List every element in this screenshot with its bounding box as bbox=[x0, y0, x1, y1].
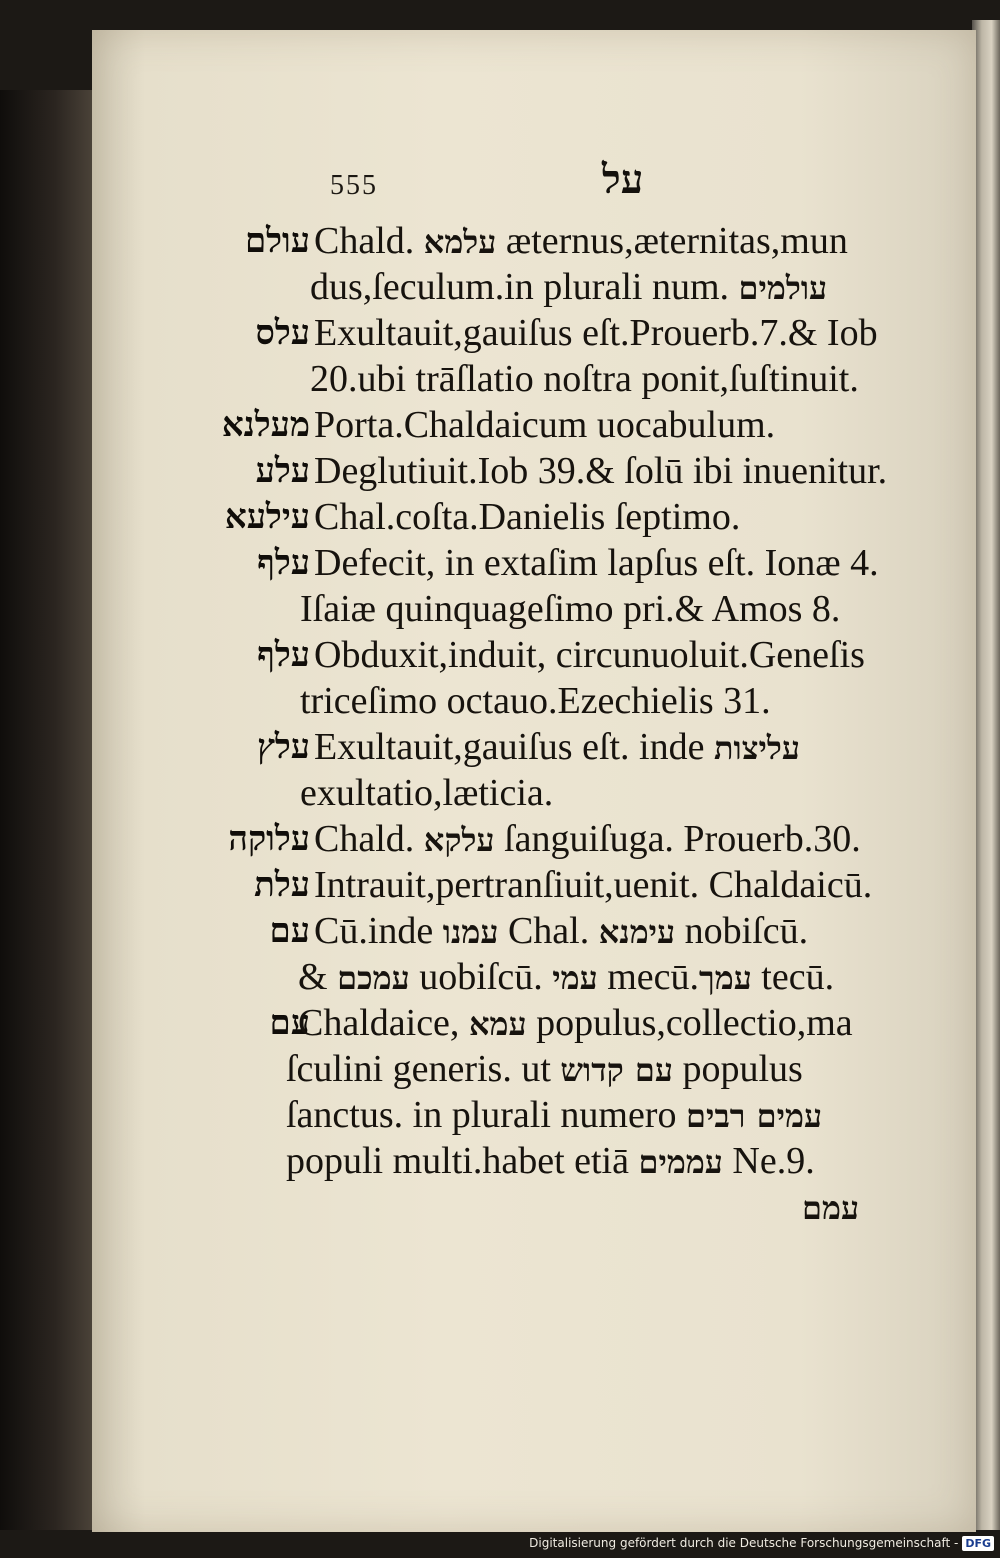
entry-line bbox=[92, 494, 976, 540]
entry-text: & bbox=[298, 956, 338, 998]
entry-line bbox=[92, 586, 976, 632]
headword: עלף bbox=[257, 543, 310, 583]
hebrew-term: עמם bbox=[802, 1189, 860, 1227]
headword: עלע bbox=[255, 451, 310, 491]
hebrew-term: עמי bbox=[552, 959, 598, 997]
entry-line bbox=[92, 862, 976, 908]
hebrew-term: עמא bbox=[468, 1005, 527, 1043]
headword: עם bbox=[269, 1003, 310, 1043]
hebrew-term: עם קדוש bbox=[560, 1051, 673, 1089]
entry-text: Chal. bbox=[498, 910, 599, 952]
entry-text: ſanctus. in plurali numero bbox=[286, 1094, 686, 1136]
entry-text: Chal.coſta.Danielis ſeptimo. bbox=[314, 496, 741, 538]
digitization-credit bbox=[529, 1532, 994, 1554]
headword: עלץ bbox=[257, 727, 310, 767]
book-page bbox=[92, 30, 976, 1532]
entry-text: Chald. bbox=[314, 220, 424, 262]
entry-line bbox=[92, 1046, 976, 1092]
headword: עולם bbox=[244, 221, 310, 261]
entry-text: ſculini generis. ut bbox=[286, 1048, 561, 1090]
entry-text: Iſaiæ quinquageſimo pri.& Amos 8. bbox=[300, 588, 841, 630]
entry-line bbox=[92, 632, 976, 678]
entry-text: populus,collectio,ma bbox=[526, 1002, 853, 1044]
hebrew-term: עלמא bbox=[423, 223, 497, 261]
entry-text: Obduxit,induit, circunuoluit.Geneſis bbox=[314, 634, 865, 676]
dfg-logo: DFG bbox=[962, 1536, 994, 1551]
entry-text: populi multi.habet etiā bbox=[286, 1140, 639, 1182]
entry-line bbox=[92, 816, 976, 862]
hebrew-term: עמים רבים bbox=[685, 1097, 823, 1135]
entry-text: Chaldaice, bbox=[298, 1002, 469, 1044]
page-number: 555 bbox=[330, 170, 378, 201]
entry-text: tecū. bbox=[751, 956, 835, 998]
headword: עלס bbox=[255, 313, 310, 353]
entry-line bbox=[92, 908, 976, 954]
entry-text: Deglutiuit.Iob 39.& ſolū ibi inuenitur. bbox=[314, 450, 888, 492]
credit-text: Digitalisierung gefördert durch die Deutsche Forschungsgemeinschaft - bbox=[529, 1536, 959, 1550]
headword: עלוקה bbox=[228, 819, 310, 859]
hebrew-term: עממים bbox=[638, 1143, 723, 1181]
entry-text: Defecit, in extaſim lapſus eſt. Ionæ 4. bbox=[314, 542, 879, 584]
entry-line bbox=[92, 1138, 976, 1184]
entry-text: populus bbox=[672, 1048, 803, 1090]
headword: מעלנא bbox=[221, 405, 310, 445]
book-binding-edge bbox=[0, 90, 92, 1530]
entry-text: exultatio,læticia. bbox=[300, 772, 554, 814]
entry-text: ſanguiſuga. Prouerb.30. bbox=[494, 818, 861, 860]
hebrew-term: עולמים bbox=[738, 269, 828, 307]
entry-text: nobiſcū. bbox=[675, 910, 809, 952]
entry-line bbox=[92, 218, 976, 264]
entry-line bbox=[92, 1184, 976, 1230]
hebrew-term: עלקא bbox=[423, 821, 495, 859]
entry-text: uobiſcū. bbox=[409, 956, 553, 998]
entry-line bbox=[92, 310, 976, 356]
headword: עם bbox=[269, 911, 310, 951]
entry-text: Porta.Chaldaicum uocabulum. bbox=[314, 404, 776, 446]
entry-text: Ne.9. bbox=[722, 1140, 815, 1182]
entry-text: Intrauit,pertranſiuit,uenit. Chaldaicū. bbox=[314, 864, 873, 906]
entry-line bbox=[92, 678, 976, 724]
entry-text: dus,ſeculum.in plurali num. bbox=[310, 266, 739, 308]
entry-line bbox=[92, 954, 976, 1000]
entry-text: Exultauit,gauiſus eſt.Prouerb.7.& Iob bbox=[314, 312, 878, 354]
entry-line bbox=[92, 540, 976, 586]
entry-text: æternus,æternitas,mun bbox=[496, 220, 848, 262]
running-head: על bbox=[602, 156, 644, 203]
entry-text: 20.ubi trāſlatio noſtra ponit,ſuſtinuit. bbox=[310, 358, 859, 400]
page-fore-edge bbox=[972, 20, 1000, 1530]
hebrew-term: עמנו bbox=[442, 913, 499, 951]
entry-line bbox=[92, 770, 976, 816]
dictionary-entries bbox=[92, 218, 976, 1230]
entry-line bbox=[92, 264, 976, 310]
hebrew-term: עליצות bbox=[713, 729, 800, 767]
entry-text: Cū.inde bbox=[314, 910, 443, 952]
entry-text: Chald. bbox=[314, 818, 424, 860]
entry-text: triceſimo octauo.Ezechielis 31. bbox=[300, 680, 771, 722]
hebrew-term: עמכם bbox=[337, 959, 410, 997]
hebrew-term: עמך bbox=[699, 959, 752, 997]
headword: עילעא bbox=[224, 497, 310, 537]
headword: עלף bbox=[257, 635, 310, 675]
page-header bbox=[92, 156, 976, 216]
entry-line bbox=[92, 1092, 976, 1138]
entry-line bbox=[92, 724, 976, 770]
hebrew-term: עימנא bbox=[598, 913, 676, 951]
entry-line bbox=[92, 356, 976, 402]
entry-text: mecū. bbox=[597, 956, 699, 998]
entry-line bbox=[92, 402, 976, 448]
entry-line bbox=[92, 448, 976, 494]
entry-line bbox=[92, 1000, 976, 1046]
headword: עלת bbox=[254, 865, 310, 905]
entry-text: Exultauit,gauiſus eſt. inde bbox=[314, 726, 714, 768]
